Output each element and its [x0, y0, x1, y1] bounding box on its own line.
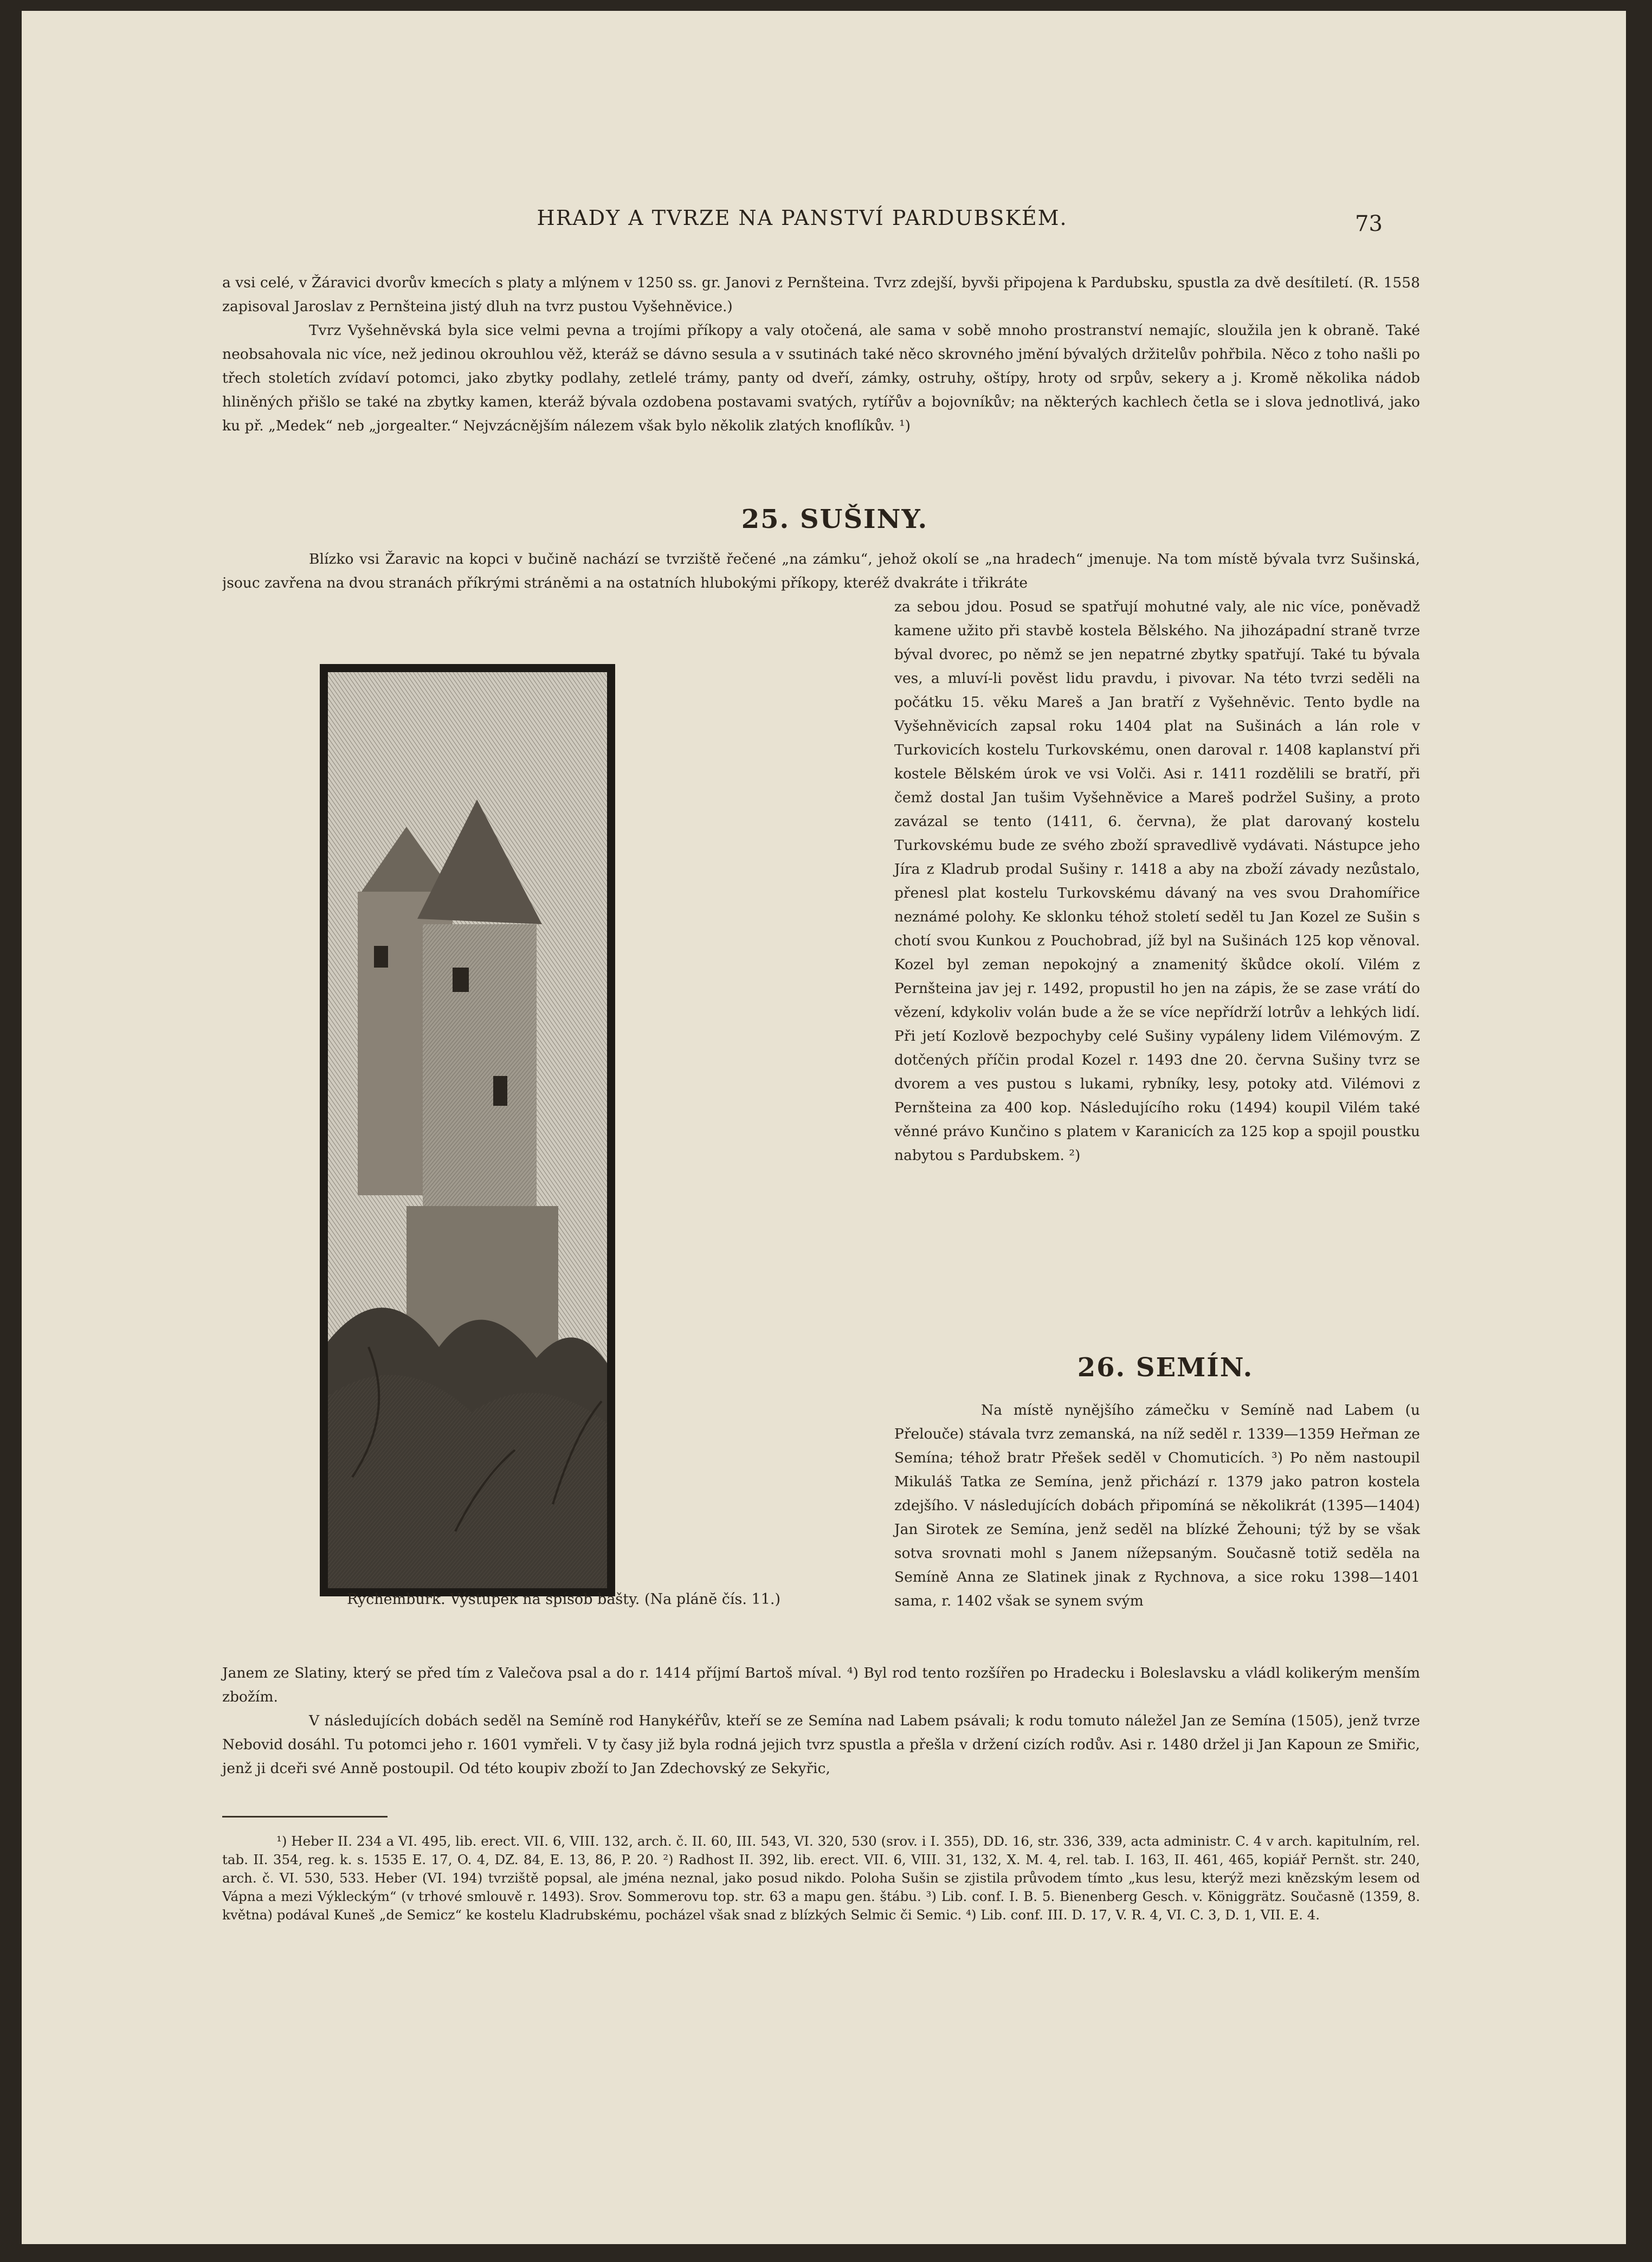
- footnote-divider: [222, 1816, 388, 1818]
- engraving-rychemburk: [320, 664, 615, 1596]
- figure-caption: Rychemburk. Výstupek na spísob bašty. (Na plánĕ čís. 11.): [346, 1591, 781, 1608]
- running-title: HRADY A TVRZE NA PANSTVÍ PARDUBSKÉM.: [537, 206, 1068, 230]
- susiny-column-paragraph: za sebou jdou. Posud se spatřují mohutné valy, ale nic více, poněvadž kamene užito při stavbě kostela Bělského. Na jihozápadní straně tvrze býval dvorec, po němž se jen nepatrné zbytky spatřují. Také tu bývala ves, a mluví-li pověst lidu pravdu, i pivovar. Na této tvrzi seděli na počátku 15. věku Mareš a Jan bratří z Vyšehněvic. Tento bydle na Vyšehněvicích zapsal roku 1404 plat na Sušinách a lán role v Turkovicích kostelu Turkovskému, onen daroval r. 1408 kaplanství při kostele Bělském úrok ve vsi Volči. Asi r. 1411 rozdělili se bratří, při čemž dostal Jan tušim Vyšehněvice a Mareš podržel Sušiny, a proto zavázal se tento (1411, 6. června), že plat darovaný kostelu Turkovskému bude ze svého zboží spravedlivě vydávati. Nástupce jeho Jíra z Kladrub prodal Sušiny r. 1418 a aby na zboží závady nezůstalo, přenesl plat kostelu Turkovskému dávaný na ves svou Drahomířice neznámé polohy. Ke sklonku téhož století seděl tu Jan Kozel ze Sušin s chotí svou Kunkou z Pouchobrad, jíž byl na Sušinách 125 kop věnoval. Kozel byl zeman nepokojný a znamenitý škůdce okolí. Vilém z Pernšteina jav jej r. 1492, propustil ho jen na zápis, že se zase vrátí do vězení, kdykoliv volán bude a že se více nepřídrží lotrův a lehkých lidí. Při jetí Kozlově bezpochyby celé Sušiny vypáleny lidem Vilémovým. Z dotčených příčin prodal Kozel r. 1493 dne 20. června Sušiny tvrz se dvorem a ves pustou s lukami, rybníky, lesy, potoky atd. Vilémovi z Pernšteina za 400 kop. Následujícího roku (1494) koupil Vilém také věnné právo Kunčino s platem v Karanicích za 125 kop a spojil poustku nabytou s Pardubskem. ²): [894, 598, 1420, 1164]
- semin-column-paragraph: Na místě nynějšího zámečku v Semíně nad Labem (u Přelouče) stávala tvrz zemanská, na níž seděl r. 1339—1359 Heřman ze Semína; téhož bratr Přešek seděl v Chomuticích. ³) Po něm nastoupil Mikuláš Tatka ze Semína, jenž přichází r. 1379 jako patron kostela zdejšího. V následujících dobách připomíná se několikrát (1395—1404) Jan Sirotek ze Semína, jenž seděl na blízké Žehouni; týž by se však sotva srovnati mohl s Janem nížepsaným. Současně totiž seděla na Semíně Anna ze Slatinek jinak z Rychnova, a sice roku 1398—1401 sama, r. 1402 však se synem svým: [894, 1402, 1420, 1609]
- susiny-lead-paragraph: Blízko vsi Žaravic na kopci v bučině nachází se tvrziště řečené „na zámku“, jehož okolí se „na hradech“ jmenuje. Na tom místě bývala tvrz Sušinská, jsouc zavřena na dvou stranách příkrými stráněmi a na ostatních hlubokými příkopy, kteréž dvakráte i třikráte: [222, 551, 1420, 591]
- section-heading-semin: 26. SEMÍN.: [1077, 1352, 1254, 1383]
- footnote-text: ¹) Heber II. 234 a VI. 495, lib. erect. VII. 6, VIII. 132, arch. č. II. 60, III. 543, VI. 320, 530 (srov. i I. 355), DD. 16, str. 336, 339, acta administr. C. 4 v arch. kapitulním, rel. tab. II. 354, reg. k. s. 1535 E. 17, O. 4, DZ. 84, E. 13, 86, P. 20. ²) Radhost II. 392, lib. erect. VII. 6, VIII. 31, 132, X. M. 4, rel. tab. I. 163, II. 461, 465, kopiář Pernšt. str. 240, arch. č. VI. 530, 533. Heber (VI. 194) tvrziště popsal, ale jména neznal, jako posud nikdo. Poloha Sušin se zjistila průvodem tímto „kus lesu, kterýž mezi knězským lesem od Vápna a mezi Výkleckým“ (v trhové smlouvě r. 1493). Srov. Sommerovu top. str. 63 a mapu gen. štábu. ³) Lib. conf. I. B. 5. Bienenberg Gesch. v. Königgrätz. Současně (1359, 8. května) podával Kuneš „de Semicz“ ke kostelu Kladrubskému, pocházel však snad z blízkých Selmic či Semic. ⁴) Lib. conf. III. D. 17, V. R. 4, VI. C. 3, D. 1, VII. E. 4.: [222, 1833, 1420, 1923]
- susiny-column-text: [894, 595, 1420, 1168]
- semin-column-text: [894, 1399, 1420, 1613]
- semin-paragraph-2: V následujících dobách seděl na Semíně rod Hanykéřův, kteří se ze Semína nad Labem psávali; k rodu tomuto náležel Jan ze Semína (1505), jenž tvrze Nebovid dosáhl. Tu potomci jeho r. 1601 vymřeli. V ty časy již byla rodná jejich tvrz spustla a přešla v držení cizích rodův. Asi r. 1480 držel ji Jan Kapoun ze Smiřic, jenž ji dceři své Anně postoupil. Od této koupiv zboží to Jan Zdechovský ze Sekyřic,: [222, 1712, 1420, 1777]
- intro-paragraph-2: Tvrz Vyšehněvská byla sice velmi pevna a trojími příkopy a valy otočená, ale sama v sobě mnoho prostranství nemajíc, sloužila jen k obraně. Také neobsahovala nic více, než jedinou okrouhlou věž, kteráž se dávno sesula a v ssutinách také něco skrovného jmění bývalých držitelův pohřbila. Něco z toho našli po třech stoletích zvídaví potomci, jako zbytky podlahy, zetlelé trámy, panty od dveří, zámky, ostruhy, oštípy, hroty od srpův, sekery a j. Kromě několika nádob hliněných přišlo se také na zbytky kamen, kteráž bývala ozdobena postavami svatých, rytířův a bojovníkův; na některých kachlech četla se i slova jednotlivá, jako ku př. „Medek“ neb „jorgealter.“ Nejvzácnějším nálezem však bylo několik zlatých knoflíkův. ¹): [222, 322, 1420, 434]
- section-heading-susiny: 25. SUŠINY.: [741, 504, 928, 534]
- susiny-lead-text: [222, 547, 1420, 595]
- intro-paragraph-1: a vsi celé, v Žáravici dvorův kmecích s platy a mlýnem v 1250 ss. gr. Janovi z Pernšteina. Tvrz zdejší, byvši připojena k Pardubsku, spustla za dvě desítiletí. (R. 1558 zapisoval Jaroslav z Pernšteina jistý dluh na tvrz pustou Vyšehněvice.): [222, 274, 1420, 315]
- semin-paragraph-1: Janem ze Slatiny, který se před tím z Valečova psal a do r. 1414 příjmí Bartoš míval. ⁴) Byl rod tento rozšířen po Hradecku i Boleslavsku a vládl kolikerým menším zbožím.: [222, 1665, 1420, 1705]
- book-page: [22, 11, 1626, 2244]
- page-header: [22, 206, 1626, 249]
- semin-full-text: [222, 1661, 1420, 1781]
- page-number: 73: [1355, 211, 1383, 236]
- engraving-illustration: [320, 664, 615, 1596]
- intro-text: [222, 271, 1420, 438]
- footnotes: [222, 1832, 1420, 1924]
